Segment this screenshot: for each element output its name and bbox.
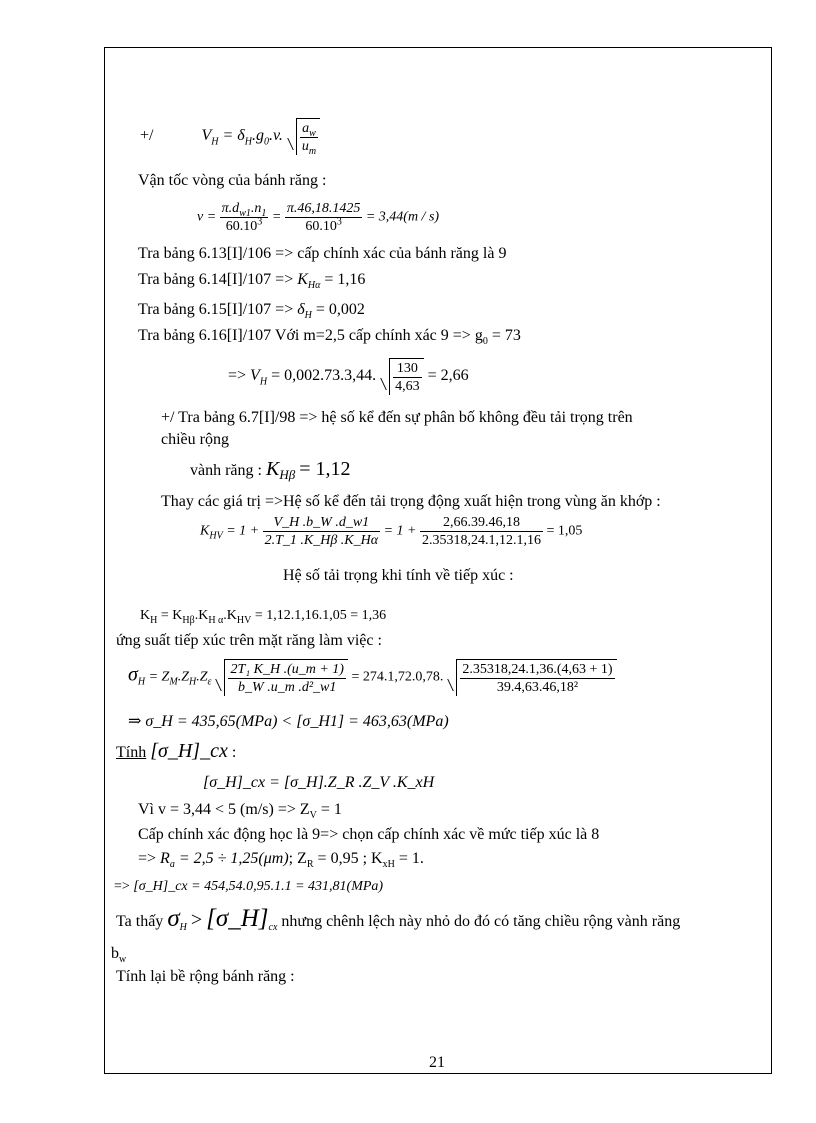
sigma-result: ⇒ σ_H = 435,65(MPa) < [σ_H1] = 463,63(MPa) <box>128 713 449 730</box>
precision-line: Cấp chính xác động học là 9=> chọn cấp chính xác về mức tiếp xúc là 8 <box>138 826 600 843</box>
table-67-line-cont: chiều rộng <box>161 431 229 448</box>
velocity-formula: v = $\frac{\pi.d_{w1}.n_1}{60.10^3}$ = $\frac{\pi.46,18.1425}{60.10^3}$ = 3,44(m / s) <box>197 201 440 234</box>
khb-line: vành răng : $K_{H\beta} = 1,12$ <box>190 458 351 483</box>
compare-line: Ta thấy $\sigma_H$ > $[\sigma\_H]_{cx}$ nhưng chênh lệch này nhỏ do đó có tăng chiều rộng vành răng <box>116 905 681 934</box>
kh-line: $K_H = K_{H\beta}.K_{H \alpha}.K_{HV} = 1,12.1,16.1,05 = 1,36$ <box>140 608 387 626</box>
zv-line: Vì v = 3,44 < 5 $(m/s) => Z_V = 1$ <box>138 801 342 822</box>
ra-line: => $R_a = 2,5 \div 1,25(\mu m)$; $Z_R = 0,95$ ; $K_{xH} = 1$. <box>138 850 424 871</box>
cx-formula: [σ_H]_cx = [σ_H].Z_R .Z_V .K_xH <box>203 774 435 791</box>
table-614-line: Tra bảng $6.14[I]/107 => K_{H\alpha} = 1,16$ <box>138 271 366 292</box>
table-615-line: Tra bảng $6.15[I]/107 => \delta_H = 0,002$ <box>138 301 365 322</box>
table-67-line: +/ Tra bảng 6.7[I]/98 => hệ số kể đến sự phân bố không đều tải trọng trên <box>161 409 633 426</box>
page-number: 21 <box>429 1054 445 1071</box>
sigma-formula: $\sigma_H = Z_M.Z_H.Z_\varepsilon$ $\frac{\text{2T₁ K\_H .(u\_m + 1)}}{\text{b\_W .u\_m .d²\_w1}}$ = 274.1,72.0,78. $\frac{2.35318,24.1,36.(4,63 + 1)}{\text{39.4,63.46,18²}}$ <box>128 659 617 696</box>
stress-label: ứng suất tiếp xúc trên mặt răng làm việc : <box>116 632 382 649</box>
recalc-label: Tính lại bề rộng bánh răng : <box>116 968 295 985</box>
contact-label: Hệ số tải trọng khi tính về tiếp xúc : <box>283 567 514 584</box>
vh-calculation: => $V_H = 0,002.73.3,44$. $\frac{130}{4,63}$ = 2,66 <box>228 358 469 395</box>
bw-line: $b_w$ <box>111 945 127 966</box>
tinh-heading: Tính [σ_H]_cx : <box>116 740 237 762</box>
vh-formula: +/ $V_H = \delta_H.g_0.v$. $\frac{a_w}{u_m}$ <box>140 118 320 155</box>
cx-calculation: => [σ_H]_cx = 454,54.0,95.1.1 = 431,81(MPa) <box>114 879 384 894</box>
table-616-line: Tra bảng 6.16[I]/107 Với m=2,5 cấp chính xác $9 => g_0 = 73$ <box>138 327 521 348</box>
table-613-line: Tra bảng 6.13[I]/106 => cấp chính xác của bánh răng là 9 <box>138 245 507 262</box>
substitute-line: Thay các giá trị =>Hệ số kể đến tải trọng động xuất hiện trong vùng ăn khớp : <box>161 493 661 510</box>
velocity-label: Vận tốc vòng của bánh răng : <box>138 172 327 189</box>
khv-formula: $K_{HV} = 1$ + $\frac{V\_H .b\_W .d\_w1}{2.T\_1 .K\_H\beta .K\_H\alpha}$ = 1 + $\frac{2,66.39.46,18}{2.35318,24.1,12.1,16}$ = 1,05 <box>200 515 583 548</box>
